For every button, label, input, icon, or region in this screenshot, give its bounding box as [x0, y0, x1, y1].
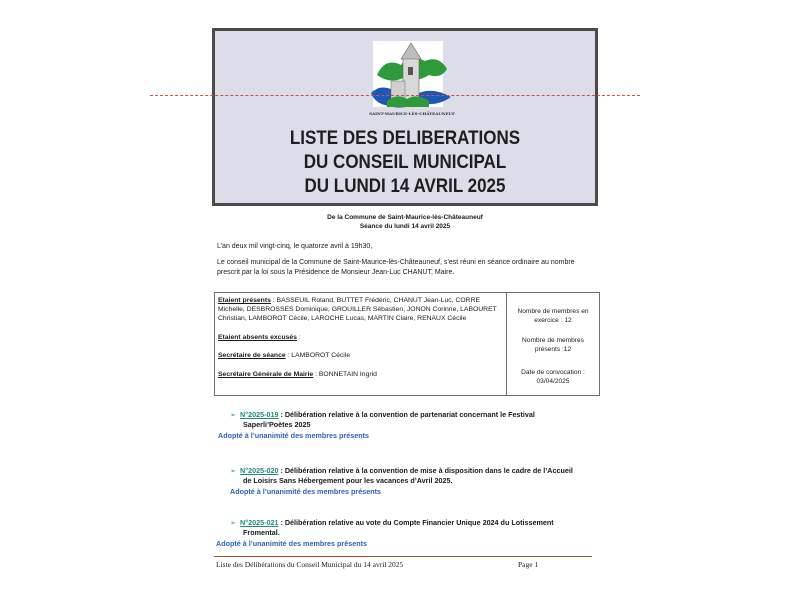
- secretary-line: [218, 351, 350, 360]
- deliberation-item: [230, 518, 592, 528]
- adopted-status: Adopté à l’unanimité des membres présents: [230, 487, 381, 496]
- arrow-bullet-icon: ➢: [230, 410, 237, 419]
- footer-document-title: Liste des Délibérations du Conseil Municipal du 14 avril 2025: [216, 560, 404, 569]
- members-present-label: Nombre de membres: [522, 337, 584, 344]
- church-tower-logo: [367, 35, 457, 121]
- general-secretary-line: [218, 370, 377, 379]
- deliberation-title: : Délibération relative au vote du Compte Financier Unique 2024 du Lotissement: [278, 518, 554, 527]
- session-paragraph-line-2: prescrit par la loi sous la Présidence de Monsieur Jean-Luc CHANUT, Maire.: [217, 269, 455, 276]
- deliberation-title-continued: Fromental.: [243, 528, 280, 537]
- absent-label: Etaient absents excusés: [218, 334, 297, 341]
- attendance-table: [214, 292, 600, 396]
- logo-caption: SAINT-MAURICE-LÈS-CHÂTEAUNEUF: [369, 111, 455, 116]
- present-line-1: [218, 296, 480, 305]
- arrow-bullet-icon: ➢: [230, 466, 237, 475]
- deliberation-number: N°2025-019: [240, 410, 279, 419]
- general-secretary-value: : BONNETAIN Ingrid: [313, 371, 377, 378]
- footer-rule: [214, 556, 592, 557]
- header-box: [212, 28, 598, 206]
- secretary-label: Secrétaire de séance: [218, 352, 286, 359]
- present-list-2: Michelle, DESBROSSES Dominique, GROUILLER Sébastien, JONON Corinne, LABOURET: [218, 306, 497, 313]
- members-in-office-label: Nombre de membres en: [517, 308, 589, 315]
- convocation-date: 03/04/2025: [536, 378, 570, 385]
- general-secretary-label: Secrétaire Générale de Mairie: [218, 371, 314, 378]
- red-scan-line: [150, 95, 640, 96]
- page-number: Page 1: [518, 560, 539, 569]
- secretary-value: : LAMBOROT Cécile: [285, 352, 351, 359]
- members-in-office-value: exercice : 12: [534, 317, 572, 324]
- commune-subtitle: De la Commune de Saint-Maurice-lès-Châteauneuf: [327, 214, 483, 221]
- attendance-counts: [507, 293, 599, 395]
- present-list-1: : BASSEUIL Roland, BUTTET Frédéric, CHANUT Jean-Luc, CORRE: [270, 297, 481, 304]
- arrow-bullet-icon: ➢: [230, 518, 237, 527]
- deliberation-title-continued: Saperli’Poètes 2025: [243, 420, 311, 429]
- deliberation-number: N°2025-020: [240, 466, 279, 475]
- session-subtitle: Séance du lundi 14 avril 2025: [359, 223, 451, 230]
- page-title-line-2: DU CONSEIL MUNICIPAL: [303, 150, 507, 173]
- absent-suffix: :: [296, 334, 301, 341]
- deliberation-item: [230, 410, 592, 420]
- deliberation-item: [230, 466, 592, 476]
- adopted-status: Adopté à l’unanimité des membres présents: [216, 539, 367, 548]
- attendance-details: [215, 293, 507, 395]
- convocation-label: Date de convocation :: [521, 369, 585, 376]
- deliberation-title: : Délibération relative à la convention de partenariat concernant le Festival: [278, 410, 535, 419]
- deliberation-title: : Délibération relative à la convention de mise à disposition dans le cadre de l’Accueil: [278, 466, 573, 475]
- page-title-line-1: LISTE DES DELIBERATIONS: [289, 126, 521, 149]
- absent-line: [218, 333, 301, 342]
- present-label: Etaient présents: [218, 297, 271, 304]
- adopted-status: Adopté à l’unanimité des membres présents: [218, 431, 369, 440]
- present-list-3: Christian, LAMBOROT Cécile, LAROCHE Lucas, MARTIN Claire, RENAUX Cécile: [218, 315, 467, 322]
- deliberation-number: N°2025-021: [240, 518, 279, 527]
- members-present-value: présents :12: [534, 346, 572, 353]
- deliberation-title-continued: de Loisirs Sans Hébergement pour les vacances d’Avril 2025.: [243, 476, 453, 485]
- session-paragraph-line-1: Le conseil municipal de la Commune de Saint-Maurice-lès-Châteauneuf, s’est réuni en séance ordinaire au nombre: [217, 259, 575, 266]
- date-sentence: L’an deux mil vingt-cinq, le quatorze avril à 19h30,: [217, 243, 373, 250]
- page-title-line-3: DU LUNDI 14 AVRIL 2025: [304, 174, 506, 197]
